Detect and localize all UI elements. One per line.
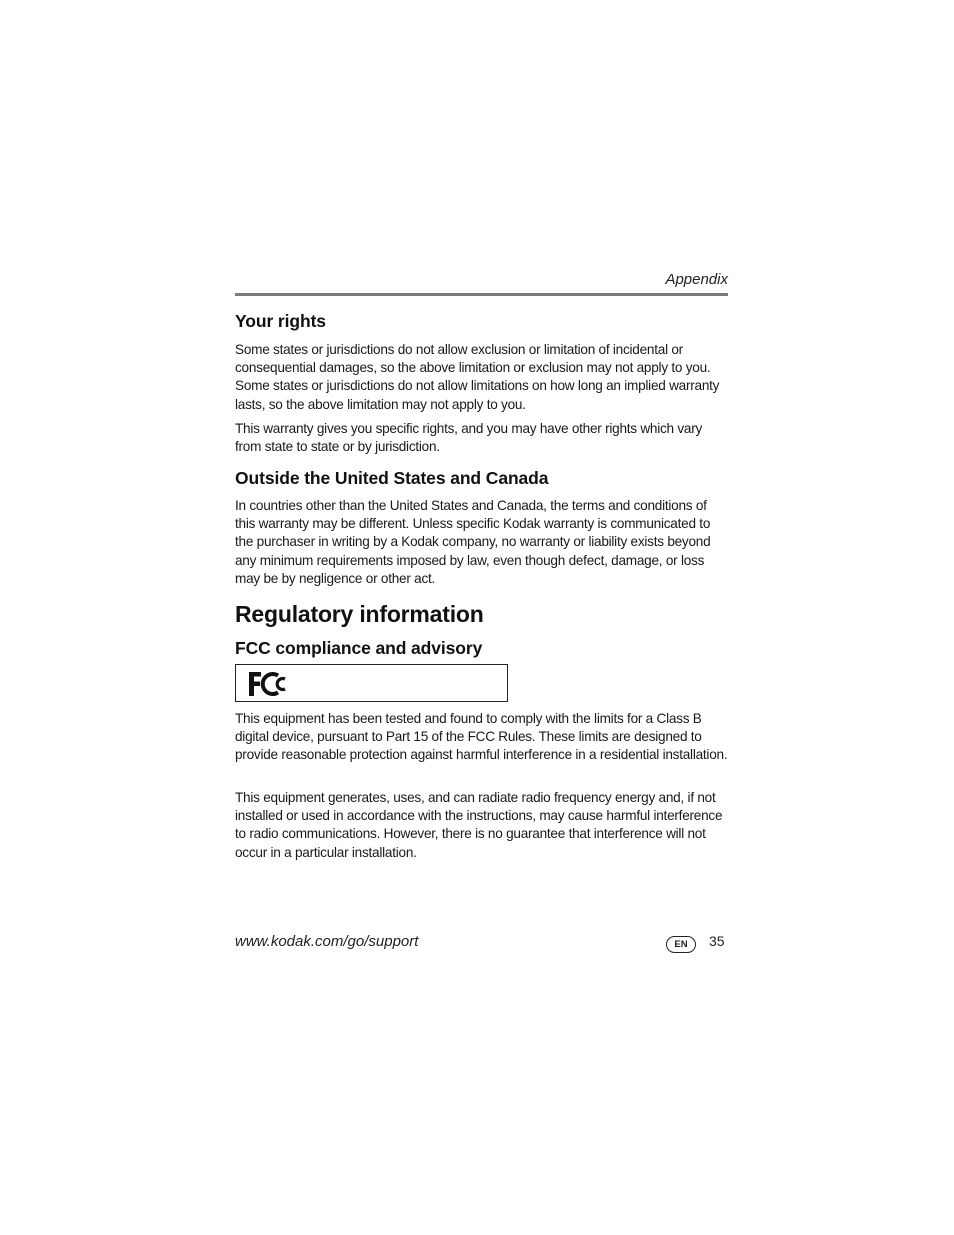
page-number: 35 (709, 933, 725, 949)
footer-support-url: www.kodak.com/go/support (235, 933, 419, 950)
paragraph-fcc-1: This equipment has been tested and found to comply with the limits for a Class B digital device, pursuant to Part 15 of the FCC Rules. These limits are designed to provide reasonable protection against harmful interference in a residential installation. (235, 711, 728, 763)
heading-your-rights: Your rights (235, 311, 326, 331)
heading-regulatory-information: Regulatory information (235, 601, 484, 627)
language-badge: EN (666, 936, 696, 953)
header-rule (235, 293, 728, 296)
running-head: Appendix (665, 271, 728, 288)
fcc-logo-box (235, 664, 508, 702)
heading-fcc-compliance: FCC compliance and advisory (235, 638, 483, 658)
paragraph-your-rights-1: Some states or jurisdictions do not allow exclusion or limitation of incidental or consequential damages, so the above limitation or exclusion may not apply to you. Some states or jurisdictions do not allow limitations on how long an implied warranty lasts, so the above limitation may not apply to you. (235, 342, 720, 412)
paragraph-outside-us-canada: In countries other than the United States and Canada, the terms and conditions of this warranty may be different. Unless specific Kodak warranty is communicated to the purchaser in writing by a Kodak company, no warranty or liability exists beyond any minimum requirements imposed by law, even though defect, damage, or loss may be by negligence or other act. (235, 498, 711, 586)
fcc-logo-icon (247, 669, 289, 699)
paragraph-your-rights-2: This warranty gives you specific rights, and you may have other rights which vary from state to state or by jurisdiction. (235, 421, 703, 455)
paragraph-fcc-2: This equipment generates, uses, and can radiate radio frequency energy and, if not installed or used in accordance with the instructions, may cause harmful interference to radio communications. However, there is no guarantee that interference will not occur in a particular installation. (235, 790, 723, 860)
heading-outside-us-canada: Outside the United States and Canada (235, 468, 549, 488)
